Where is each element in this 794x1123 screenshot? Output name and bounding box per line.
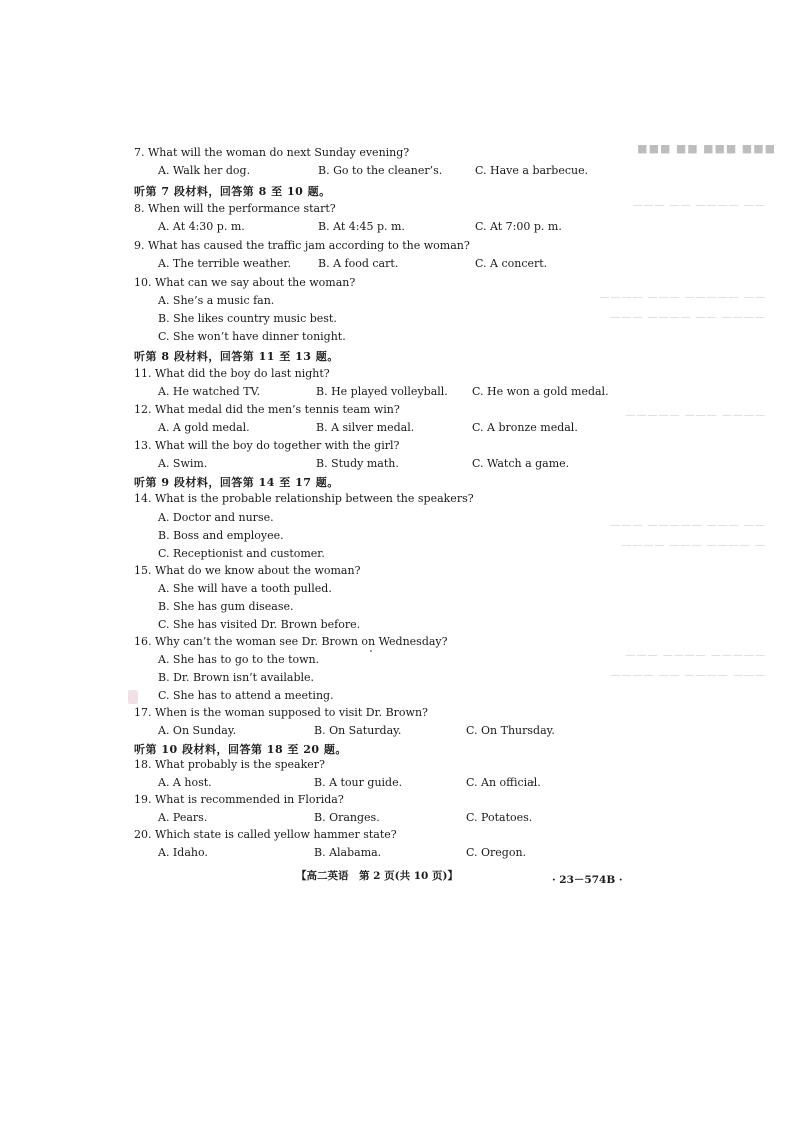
option-11-b: B. He played volleyball. bbox=[316, 385, 448, 398]
question-13: 13. What will the boy do together with the girl? bbox=[134, 439, 400, 452]
option-19-c: C. Potatoes. bbox=[466, 811, 533, 824]
question-18: 18. What probably is the speaker? bbox=[134, 758, 325, 771]
option-7-c: C. Have a barbecue. bbox=[475, 164, 589, 177]
bleed-through-text: ———— ——— ———— — bbox=[621, 540, 766, 551]
section-heading-10: 听第 10 段材料，回答第 18 至 20 题。 bbox=[134, 743, 347, 756]
option-16-c: C. She has to attend a meeting. bbox=[158, 689, 334, 702]
option-10-c: C. She won’t have dinner tonight. bbox=[158, 330, 346, 343]
option-12-c: C. A bronze medal. bbox=[472, 421, 578, 434]
option-20-c: C. Oregon. bbox=[466, 846, 527, 859]
question-17: 17. When is the woman supposed to visit Dr. Brown? bbox=[134, 706, 428, 719]
option-17-a: A. On Sunday. bbox=[158, 724, 237, 737]
question-19: 19. What is recommended in Florida? bbox=[134, 793, 344, 806]
option-19-b: B. Oranges. bbox=[314, 811, 380, 824]
option-14-c: C. Receptionist and customer. bbox=[158, 547, 325, 560]
bleed-through-text: ——— ———— ————— bbox=[625, 650, 766, 661]
question-14: 14. What is the probable relationship between the speakers? bbox=[134, 492, 474, 505]
option-11-a: A. He watched TV. bbox=[158, 385, 261, 398]
question-12: 12. What medal did the men’s tennis team win? bbox=[134, 403, 400, 416]
option-9-c: C. A concert. bbox=[475, 257, 548, 270]
option-7-b: B. Go to the cleaner’s. bbox=[318, 164, 443, 177]
option-16-b: B. Dr. Brown isn’t available. bbox=[158, 671, 315, 684]
option-9-b: B. A food cart. bbox=[318, 257, 399, 270]
question-7: 7. What will the woman do next Sunday evening? bbox=[134, 146, 410, 159]
option-12-b: B. A silver medal. bbox=[316, 421, 415, 434]
option-18-b: B. A tour guide. bbox=[314, 776, 403, 789]
option-7-a: A. Walk her dog. bbox=[158, 164, 251, 177]
option-17-b: B. On Saturday. bbox=[314, 724, 402, 737]
question-11: 11. What did the boy do last night? bbox=[134, 367, 330, 380]
option-15-b: B. She has gum disease. bbox=[158, 600, 294, 613]
option-11-c: C. He won a gold medal. bbox=[472, 385, 609, 398]
section-heading-7: 听第 7 段材料，回答第 8 至 10 题。 bbox=[134, 185, 331, 198]
paper-code: · 23－574B · bbox=[552, 874, 623, 886]
option-13-a: A. Swim. bbox=[158, 457, 208, 470]
bleed-through-text: ——— —— ———— —— bbox=[632, 200, 766, 211]
question-10: 10. What can we say about the woman? bbox=[134, 276, 356, 289]
stray-mark bbox=[370, 650, 372, 652]
option-17-c: C. On Thursday. bbox=[466, 724, 555, 737]
option-9-a: A. The terrible weather. bbox=[158, 257, 291, 270]
bleed-through-text: ——— ———— —— ———— bbox=[610, 312, 766, 323]
bleed-through-text: ————— ——— ———— bbox=[625, 410, 766, 421]
option-13-c: C. Watch a game. bbox=[472, 457, 570, 470]
option-15-c: C. She has visited Dr. Brown before. bbox=[158, 618, 361, 631]
option-8-c: C. At 7:00 p. m. bbox=[475, 220, 562, 233]
option-10-a: A. She’s a music fan. bbox=[158, 294, 275, 307]
option-14-a: A. Doctor and nurse. bbox=[158, 511, 274, 524]
page-footer: 【高二英语 第 2 页(共 10 页)】 bbox=[296, 870, 458, 882]
bleed-through-text: ———— ——— ————— —— bbox=[599, 292, 766, 303]
option-20-a: A. Idaho. bbox=[158, 846, 208, 859]
section-heading-9: 听第 9 段材料，回答第 14 至 17 题。 bbox=[134, 476, 339, 489]
question-8: 8. When will the performance start? bbox=[134, 202, 336, 215]
option-13-b: B. Study math. bbox=[316, 457, 399, 470]
option-10-b: B. She likes country music best. bbox=[158, 312, 337, 325]
bleed-through-text: ———— —— ———— ——— bbox=[610, 670, 766, 681]
option-18-a: A. A host. bbox=[158, 776, 212, 789]
option-20-b: B. Alabama. bbox=[314, 846, 382, 859]
bleed-through-text: ■■■ ■■ ■■■ ■■■ bbox=[637, 142, 776, 155]
section-heading-8: 听第 8 段材料，回答第 11 至 13 题。 bbox=[134, 350, 339, 363]
option-12-a: A. A gold medal. bbox=[158, 421, 250, 434]
option-15-a: A. She will have a tooth pulled. bbox=[158, 582, 332, 595]
option-16-a: A. She has to go to the town. bbox=[158, 653, 320, 666]
question-16: 16. Why can’t the woman see Dr. Brown on Wednesday? bbox=[134, 635, 448, 648]
question-9: 9. What has caused the traffic jam according to the woman? bbox=[134, 239, 470, 252]
option-18-c: C. An official. bbox=[466, 776, 541, 789]
bleed-through-text: ——— ————— ——— —— bbox=[610, 520, 766, 531]
option-8-a: A. At 4:30 p. m. bbox=[158, 220, 245, 233]
option-8-b: B. At 4:45 p. m. bbox=[318, 220, 405, 233]
question-20: 20. Which state is called yellow hammer state? bbox=[134, 828, 397, 841]
smudge-mark bbox=[128, 690, 138, 704]
option-19-a: A. Pears. bbox=[158, 811, 208, 824]
option-14-b: B. Boss and employee. bbox=[158, 529, 284, 542]
question-15: 15. What do we know about the woman? bbox=[134, 564, 361, 577]
